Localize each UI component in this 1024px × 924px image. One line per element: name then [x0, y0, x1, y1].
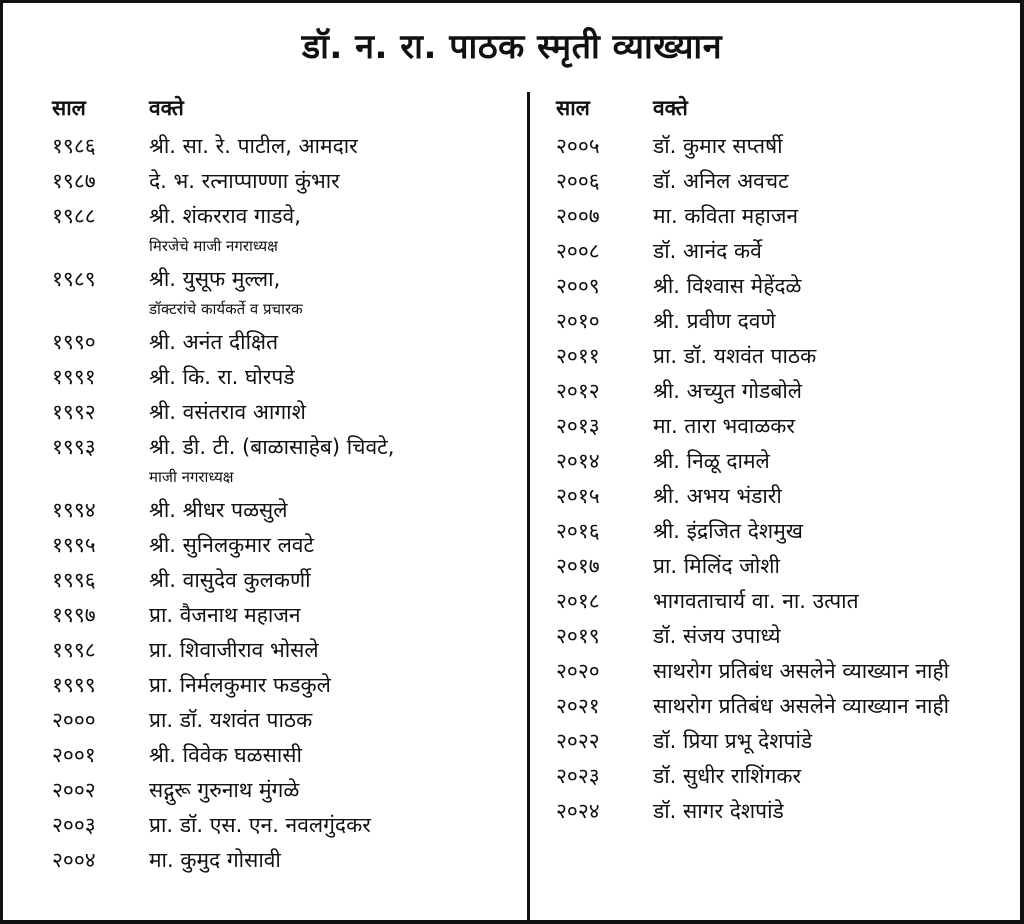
speaker-cell: प्रा. वैजनाथ महाजन — [149, 603, 301, 627]
speaker-cell: साथरोग प्रतिबंध असलेने व्याख्यान नाही — [653, 694, 950, 718]
speaker-cell: प्रा. मिलिंद जोशी — [653, 554, 780, 578]
year-cell: २००९ — [556, 274, 600, 298]
speaker-cell: मा. तारा भवाळकर — [653, 414, 796, 438]
list-item — [52, 163, 522, 198]
speaker-cell: श्री. सुनिलकुमार लवटे — [149, 533, 315, 557]
list-item — [52, 597, 522, 632]
list-item — [52, 429, 522, 492]
year-cell: २०२१ — [556, 694, 600, 718]
year-cell: २०१० — [556, 309, 600, 333]
column-divider — [527, 92, 530, 920]
speaker-cell: श्री. शंकरराव गाडवे, — [149, 204, 301, 228]
list-item — [52, 359, 522, 394]
year-cell: १९९० — [52, 330, 96, 354]
list-item — [52, 737, 522, 772]
list-item — [52, 128, 522, 163]
speaker-cell: साथरोग प्रतिबंध असलेने व्याख्यान नाही — [653, 659, 950, 683]
speaker-cell: डॉ. कुमार सप्तर्षी — [653, 134, 783, 158]
list-item — [52, 394, 522, 429]
year-cell: २०१२ — [556, 379, 600, 403]
year-cell: १९९४ — [52, 498, 96, 522]
speaker-cell: श्री. अच्युत गोडबोले — [653, 379, 803, 403]
speaker-note: डॉक्टरांचे कार्यकर्ते व प्रचारक — [149, 300, 303, 318]
list-item — [52, 702, 522, 737]
speaker-cell: डॉ. आनंद कर्वे — [653, 239, 762, 263]
year-header: साल — [556, 96, 590, 120]
list-item — [556, 618, 1016, 653]
year-cell: १९८९ — [52, 267, 96, 291]
list-item — [52, 807, 522, 842]
year-cell: २००४ — [52, 848, 96, 872]
list-item — [52, 562, 522, 597]
list-item — [52, 772, 522, 807]
left-column-header — [52, 88, 522, 128]
frame-left-border — [0, 0, 3, 924]
speaker-cell: श्री. प्रवीण दवणे — [653, 309, 776, 333]
list-item — [52, 667, 522, 702]
list-item — [556, 338, 1016, 373]
speaker-cell: प्रा. डॉ. यशवंत पाठक — [149, 708, 313, 732]
speaker-cell: मा. कुमुद गोसावी — [149, 848, 281, 872]
speaker-cell: डॉ. प्रिया प्रभू देशपांडे — [653, 729, 813, 753]
speaker-cell: प्रा. निर्मलकुमार फडकुले — [149, 673, 331, 697]
year-cell: १९९३ — [52, 435, 96, 459]
list-item — [556, 653, 1016, 688]
list-item — [52, 324, 522, 359]
right-rows-list — [556, 128, 1016, 828]
year-cell: १९९५ — [52, 533, 96, 557]
speaker-cell: प्रा. डॉ. यशवंत पाठक — [653, 344, 817, 368]
year-cell: २०२० — [556, 659, 600, 683]
list-item — [52, 492, 522, 527]
year-cell: २००८ — [556, 239, 600, 263]
speaker-cell: श्री. सा. रे. पाटील, आमदार — [149, 134, 358, 158]
speaker-cell: मा. कविता महाजन — [653, 204, 799, 228]
year-cell: २००६ — [556, 169, 600, 193]
speaker-cell: श्री. विवेक घळसासी — [149, 743, 302, 767]
list-item — [556, 793, 1016, 828]
speaker-header: वक्ते — [149, 96, 184, 120]
speaker-cell: श्री. विश्वास मेहेंदळे — [653, 274, 802, 298]
list-item — [556, 548, 1016, 583]
list-item — [52, 527, 522, 562]
list-item — [556, 723, 1016, 758]
list-item — [556, 513, 1016, 548]
list-item — [52, 198, 522, 261]
left-column — [52, 88, 522, 877]
frame-right-border — [1020, 0, 1024, 924]
speaker-cell: श्री. अभय भंडारी — [653, 484, 782, 508]
speaker-cell: श्री. कि. रा. घोरपडे — [149, 365, 295, 389]
year-cell: १९८७ — [52, 169, 96, 193]
year-cell: २०१३ — [556, 414, 600, 438]
year-cell: १९९७ — [52, 603, 96, 627]
list-item — [556, 373, 1016, 408]
list-item — [556, 408, 1016, 443]
year-cell: २०२३ — [556, 764, 600, 788]
year-cell: १९९२ — [52, 400, 96, 424]
speaker-cell: श्री. निळू दामले — [653, 449, 770, 473]
speaker-cell: श्री. वसंतराव आगाशे — [149, 400, 306, 424]
speaker-cell: सद्गुरू गुरुनाथ मुंगळे — [149, 778, 300, 802]
year-cell: २००३ — [52, 813, 96, 837]
year-cell: १९८८ — [52, 204, 96, 228]
list-item — [556, 128, 1016, 163]
speaker-cell: प्रा. डॉ. एस. एन. नवलगुंदकर — [149, 813, 371, 837]
left-rows-list — [52, 128, 522, 877]
year-cell: २०१६ — [556, 519, 600, 543]
speaker-cell: डॉ. अनिल अवचट — [653, 169, 789, 193]
list-item — [556, 303, 1016, 338]
list-item — [52, 632, 522, 667]
year-cell: २०१५ — [556, 484, 600, 508]
year-cell: १९९६ — [52, 568, 96, 592]
list-item — [556, 583, 1016, 618]
year-cell: १९९१ — [52, 365, 96, 389]
year-cell: २०२२ — [556, 729, 600, 753]
list-item — [556, 163, 1016, 198]
year-cell: २०१४ — [556, 449, 600, 473]
speaker-cell: श्री. इंद्रजित देशमुख — [653, 519, 803, 543]
speaker-cell: भागवताचार्य वा. ना. उत्पात — [653, 589, 859, 613]
right-column-header — [556, 88, 1016, 128]
speaker-cell: श्री. श्रीधर पळसुले — [149, 498, 288, 522]
list-item — [556, 198, 1016, 233]
list-item — [556, 443, 1016, 478]
speaker-cell: डॉ. सागर देशपांडे — [653, 799, 784, 823]
list-item — [52, 261, 522, 324]
list-item — [556, 478, 1016, 513]
frame-top-border — [0, 0, 1024, 3]
year-cell: २००२ — [52, 778, 96, 802]
year-cell: २०१८ — [556, 589, 600, 613]
year-cell: २०१७ — [556, 554, 600, 578]
year-cell: २०२४ — [556, 799, 600, 823]
frame-bottom-border — [0, 920, 1024, 924]
speaker-cell: प्रा. शिवाजीराव भोसले — [149, 638, 319, 662]
year-cell: २००० — [52, 708, 96, 732]
right-column — [556, 88, 1016, 828]
year-cell: २०११ — [556, 344, 600, 368]
year-cell: २००७ — [556, 204, 600, 228]
list-item — [556, 233, 1016, 268]
list-item — [556, 758, 1016, 793]
page-title: डॉ. न. रा. पाठक स्मृती व्याख्यान — [301, 27, 723, 67]
year-cell: २०१९ — [556, 624, 600, 648]
year-header: साल — [52, 96, 86, 120]
year-cell: १९९८ — [52, 638, 96, 662]
speaker-cell: श्री. डी. टी. (बाळासाहेब) चिवटे, — [149, 435, 395, 459]
list-item — [52, 842, 522, 877]
speaker-note: मिरजेचे माजी नगराध्यक्ष — [149, 237, 278, 255]
year-cell: २००५ — [556, 134, 600, 158]
speaker-cell: डॉ. संजय उपाध्ये — [653, 624, 781, 648]
speaker-cell: श्री. वासुदेव कुलकर्णी — [149, 568, 311, 592]
year-cell: २००१ — [52, 743, 96, 767]
speaker-note: माजी नगराध्यक्ष — [149, 468, 234, 486]
speaker-cell: श्री. युसूफ मुल्ला, — [149, 267, 281, 291]
speaker-cell: श्री. अनंत दीक्षित — [149, 330, 279, 354]
year-cell: १९९९ — [52, 673, 96, 697]
list-item — [556, 268, 1016, 303]
speaker-cell: डॉ. सुधीर राशिंगकर — [653, 764, 802, 788]
list-item — [556, 688, 1016, 723]
speaker-header: वक्ते — [653, 96, 688, 120]
year-cell: १९८६ — [52, 134, 96, 158]
speaker-cell: दे. भ. रत्नाप्पाण्णा कुंभार — [149, 169, 340, 193]
